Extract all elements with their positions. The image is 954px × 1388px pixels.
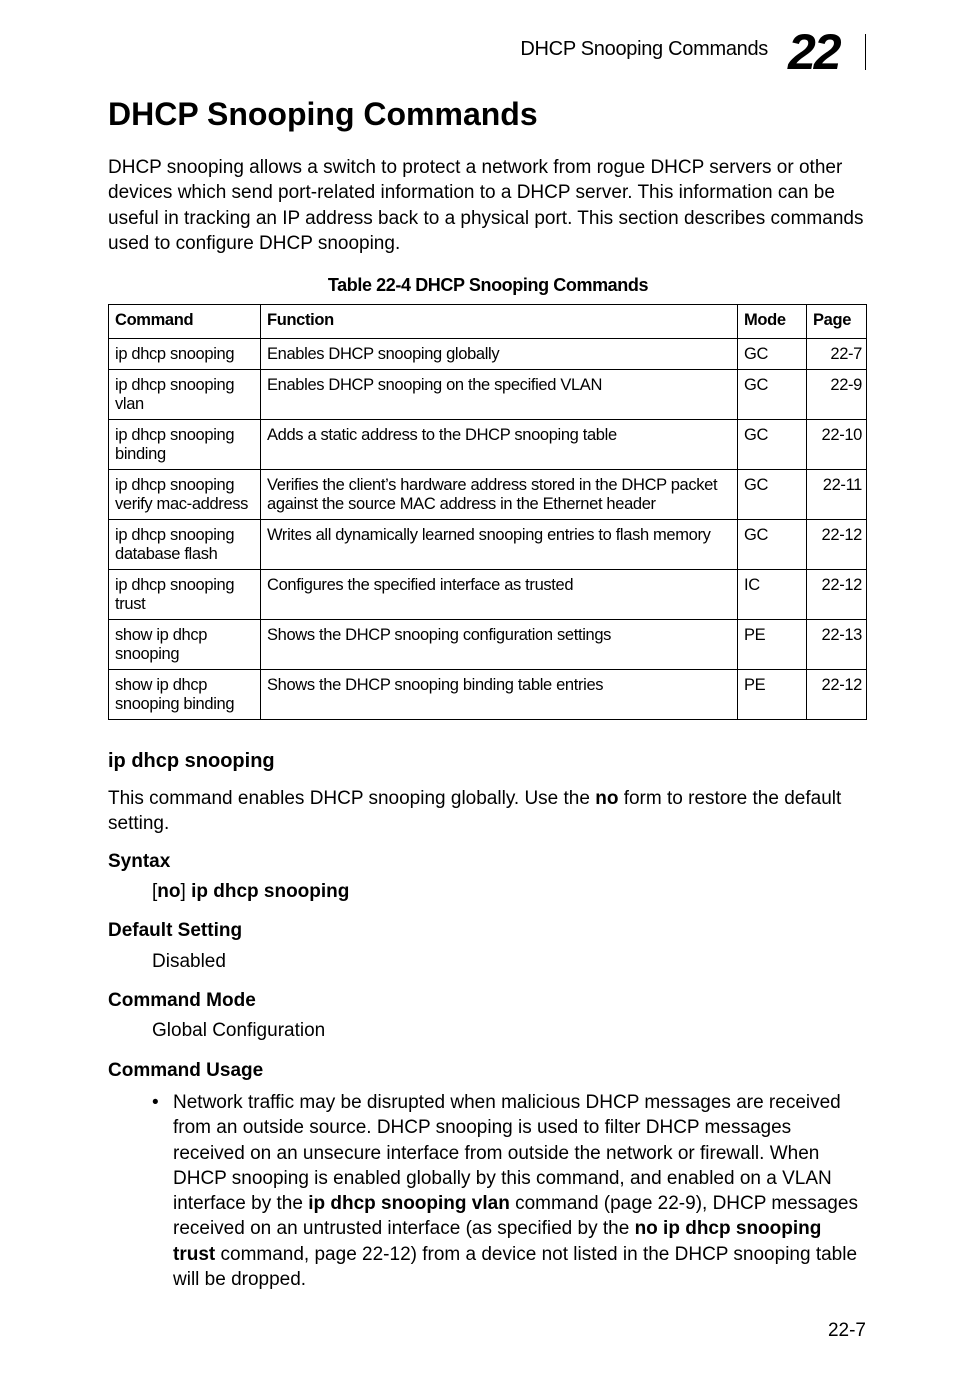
cell-page: 22-7 xyxy=(807,339,867,370)
syntax-keyword-no: no xyxy=(157,881,181,902)
header-title: DHCP Snooping Commands xyxy=(520,38,768,60)
desc-keyword-no: no xyxy=(595,788,619,809)
cell-function: Enables DHCP snooping globally xyxy=(261,339,738,370)
chapter-number: 22 xyxy=(788,24,840,80)
command-heading: ip dhcp snooping xyxy=(108,750,275,772)
cell-function: Writes all dynamically learned snooping entries to flash memory xyxy=(261,520,738,570)
syntax-command: ip dhcp snooping xyxy=(191,881,350,902)
commands-table xyxy=(108,304,867,720)
cell-mode: GC xyxy=(738,339,807,370)
bullet-icon: • xyxy=(152,1092,159,1113)
header-command: Command xyxy=(109,305,261,339)
header-page: Page xyxy=(807,305,867,339)
cell-function: Configures the specified interface as trusted xyxy=(261,570,738,620)
command-mode-value: Global Configuration xyxy=(152,1020,326,1041)
cell-mode: IC xyxy=(738,570,807,620)
header-mode: Mode xyxy=(738,305,807,339)
cell-mode: GC xyxy=(738,370,807,420)
table-header-row xyxy=(109,305,867,339)
cell-page: 22-13 xyxy=(807,620,867,670)
cell-function: Shows the DHCP snooping configuration settings xyxy=(261,620,738,670)
page-title: DHCP Snooping Commands xyxy=(108,96,538,132)
list-item xyxy=(152,1090,864,1292)
table-row xyxy=(109,570,867,620)
table-row xyxy=(109,620,867,670)
cell-page: 22-12 xyxy=(807,570,867,620)
table-row xyxy=(109,420,867,470)
cell-function: Shows the DHCP snooping binding table entries xyxy=(261,670,738,720)
table-row xyxy=(109,670,867,720)
cell-command: ip dhcp snooping trust xyxy=(109,570,261,620)
default-setting-label: Default Setting xyxy=(108,920,243,941)
cell-command: ip dhcp snooping vlan xyxy=(109,370,261,420)
usage-text: Network traffic may be disrupted when malicious DHCP messages are received from an outside source. DHCP snooping is used to filter DHCP messages received on an unsecure interface from outside the network or firewall. When DHCP snooping is enabled globally by this command, and enabled on a VLAN interface by the xyxy=(173,1092,841,1215)
desc-text: This command enables DHCP snooping globally. Use the xyxy=(108,788,596,809)
table-row xyxy=(109,520,867,570)
cell-function: Adds a static address to the DHCP snooping table xyxy=(261,420,738,470)
cell-command: show ip dhcp snooping binding xyxy=(109,670,261,720)
table-row xyxy=(109,339,867,370)
usage-bold-command: no ip dhcp snooping trust xyxy=(173,1218,822,1265)
cell-function: Verifies the client’s hardware address stored in the DHCP packet against the source MAC address in the Ethernet header xyxy=(261,470,738,520)
desc-text-end: form to restore the default setting. xyxy=(108,788,842,835)
cell-command: ip dhcp snooping binding xyxy=(109,420,261,470)
table-caption: Table 22-4 DHCP Snooping Commands xyxy=(327,275,649,295)
cell-command: show ip dhcp snooping xyxy=(109,620,261,670)
syntax-label: Syntax xyxy=(108,851,171,872)
cell-page: 22-10 xyxy=(807,420,867,470)
command-usage-label: Command Usage xyxy=(108,1060,264,1081)
page-number: 22-7 xyxy=(827,1320,866,1341)
syntax-value xyxy=(152,881,349,903)
cell-function: Enables DHCP snooping on the specified VLAN xyxy=(261,370,738,420)
syntax-bracket-open: [ xyxy=(152,881,158,902)
cell-command: ip dhcp snooping database flash xyxy=(109,520,261,570)
usage-text: command (page 22-9), DHCP messages received on an untrusted interface (as specified by the xyxy=(173,1193,858,1240)
cell-command: ip dhcp snooping xyxy=(109,339,261,370)
cell-page: 22-12 xyxy=(807,520,867,570)
header-function: Function xyxy=(261,305,738,339)
cell-mode: GC xyxy=(738,520,807,570)
intro-paragraph: DHCP snooping allows a switch to protect a network from rogue DHCP servers or other devices which send port-related information to a DHCP server. This information can be useful in tracking an IP address back to a physical port. This section describes commands used to configure DHCP snooping. xyxy=(108,157,864,254)
cell-mode: PE xyxy=(738,620,807,670)
cell-command: ip dhcp snooping verify mac-address xyxy=(109,470,261,520)
header-rule xyxy=(865,34,866,70)
usage-bold-command: ip dhcp snooping vlan xyxy=(308,1193,510,1215)
cell-page: 22-12 xyxy=(807,670,867,720)
usage-list xyxy=(152,1090,864,1292)
table-row xyxy=(109,370,867,420)
default-setting-value: Disabled xyxy=(152,951,226,972)
cell-mode: PE xyxy=(738,670,807,720)
cell-page: 22-11 xyxy=(807,470,867,520)
cell-mode: GC xyxy=(738,470,807,520)
usage-text: command, page 22-12) from a device not listed in the DHCP snooping table will be dropped. xyxy=(173,1243,858,1291)
command-mode-label: Command Mode xyxy=(108,990,256,1011)
cell-page: 22-9 xyxy=(807,370,867,420)
table-row xyxy=(109,470,867,520)
syntax-bracket-close: ] xyxy=(180,881,192,902)
command-description xyxy=(108,786,868,837)
cell-mode: GC xyxy=(738,420,807,470)
